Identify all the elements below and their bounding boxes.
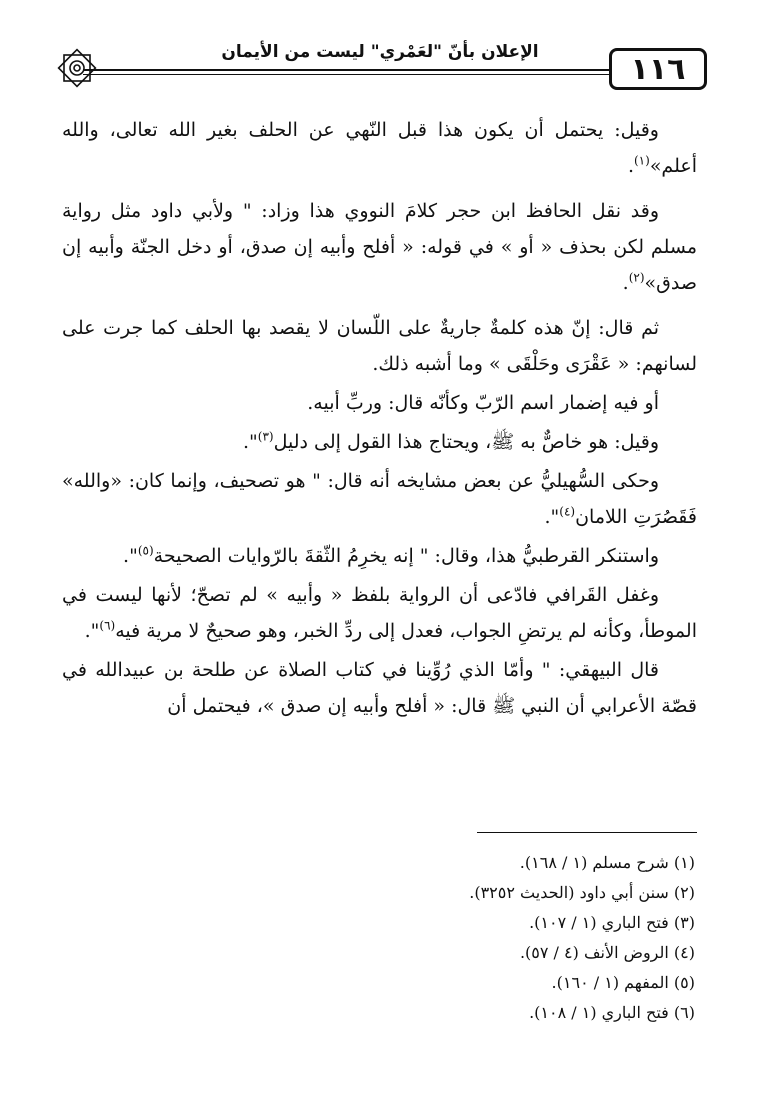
footnote-ref: (١)	[633, 153, 650, 168]
footnote-ref: (٥)	[137, 543, 154, 558]
footnote: (٣) فتح الباري (١ / ١٠٧).	[529, 913, 695, 932]
footnotes	[95, 848, 695, 1028]
main-text	[62, 112, 697, 733]
footnote-separator	[477, 832, 697, 833]
footnote-ref: (٣)	[257, 429, 274, 444]
running-title: الإعلان بأنّ "لعَمْري" ليست من الأيمان	[221, 42, 539, 62]
paragraph: وقيل: هو خاصٌّ به ﷺ، ويحتاج هذا القول إلى دليل$^{(٣)}$".	[242, 429, 659, 453]
footnote: (٤) الروض الأنف (٤ / ٥٧).	[519, 943, 695, 962]
paragraph: وقيل: يحتمل أن يكون هذا قبل النّهي عن الحلف بغير الله تعالى، والله أعلم»$^{(١)}$.	[62, 119, 697, 177]
paragraph: وقد نقل الحافظ ابن حجر كلامَ النووي هذا وزاد: " ولأبي داود مثل رواية مسلم لكن بحذف « أو » في قوله: « أفلح وأبيه إن صدق، أو دخل الجنّة وأبيه إن صدق»$^{(٢)}$.	[62, 200, 697, 294]
footnote: (٥) المفهم (١ / ١٦٠).	[551, 973, 695, 992]
page-header	[55, 40, 707, 100]
star-ornament-icon	[55, 46, 99, 90]
header-rule-thin	[83, 74, 611, 75]
header-rule	[83, 69, 611, 71]
paragraph: وغفل القَرافي فادّعى أن الرواية بلفظ « وأبيه » لم تصحّ؛ لأنها ليست في الموطأ، وكأنه لم يرتضِ الجواب، فعدل إلى ردِّ الخبر، وهو صحيحٌ لا مرية فيه$^{(٦)}$".	[62, 584, 697, 642]
footnote: (١) شرح مسلم (١ / ١٦٨).	[519, 853, 695, 872]
footnote: (٢) سنن أبي داود (الحديث ٣٢٥٢).	[469, 883, 695, 902]
paragraph: قال البيهقي: " وأمّا الذي رُوِّينا في كتاب الصلاة عن طلحة بن عبيدالله في قصّة الأعرابي أن النبي ﷺ قال: « أفلح وأبيه إن صدق »، فيحتمل أن	[62, 659, 697, 717]
paragraph: أو فيه إضمار اسم الرّبّ وكأنّه قال: وربِّ أبيه.	[307, 392, 659, 414]
footnote: (٦) فتح الباري (١ / ١٠٨).	[529, 1003, 695, 1022]
page-number: ١١٦	[609, 48, 707, 90]
footnote-ref: (٤)	[559, 504, 576, 519]
footnote-ref: (٦)	[99, 618, 116, 633]
paragraph: واستنكر القرطبيُّ هذا، وقال: " إنه يخرِمُ الثّقةَ بالرّوايات الصحيحة$^{(٥)}$".	[123, 543, 659, 567]
footnote-ref: (٢)	[628, 270, 645, 285]
paragraph: وحكى السُّهيليُّ عن بعض مشايخه أنه قال: " هو تصحيف، وإنما كان: «والله» فَقَصُرَتِ اللامان$^{(٤)}$".	[62, 470, 697, 528]
paragraph: ثم قال: إنّ هذه كلمةٌ جاريةٌ على اللّسان لا يقصد بها الحلف كما جرت على لسانهم: « عَقْرَى وحَلْقَى » وما أشبه ذلك.	[62, 317, 697, 375]
